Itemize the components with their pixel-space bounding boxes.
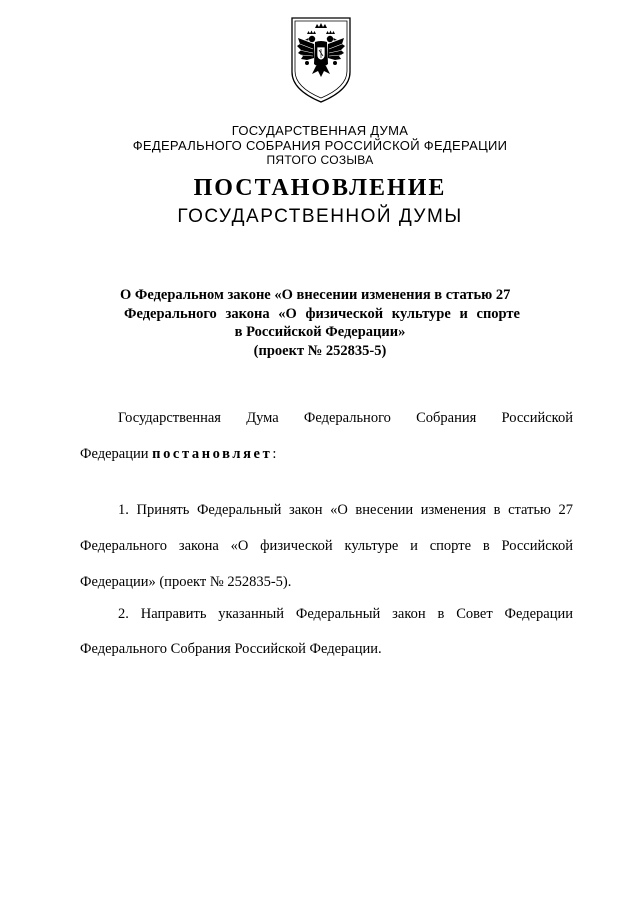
preamble-colon: : (272, 446, 277, 462)
item-1-line-2: Федерального закона «О физической культуре и спорте в Российской (80, 538, 573, 554)
item-2-line-1: 2. Направить указанный Федеральный закон в Совет Федерации (118, 606, 573, 622)
preamble-verb: постановляет (152, 446, 273, 462)
subject-line-2: Федерального закона «О физической культуре и спорте (124, 306, 520, 322)
document-subtitle: ГОСУДАРСТВЕННОЙ ДУМЫ (177, 206, 463, 227)
preamble-line-1: Государственная Дума Федерального Собрания Российской (118, 410, 573, 426)
item-1-line-1: 1. Принять Федеральный закон «О внесении изменения в статью 27 (118, 502, 573, 518)
state-emblem (288, 14, 354, 106)
subject-project-number: (проект № 252835-5) (253, 343, 387, 359)
item-2-line-2: Федерального Собрания Российской Федерации. (80, 641, 382, 657)
header-line-assembly: ФЕДЕРАЛЬНОГО СОБРАНИЯ РОССИЙСКОЙ ФЕДЕРАЦИИ (132, 138, 508, 153)
coat-of-arms-icon (288, 14, 354, 106)
subject-line-1: О Федеральном законе «О внесении изменения в статью 27 (120, 287, 511, 303)
item-1-line-3: Федерации» (проект № 252835-5). (80, 574, 292, 590)
subject-line-3: в Российской Федерации» (234, 324, 406, 340)
header-line-duma: ГОСУДАРСТВЕННАЯ ДУМА (231, 123, 409, 138)
document-title: ПОСТАНОВЛЕНИЕ (193, 175, 447, 201)
preamble-federation: Федерации (80, 446, 153, 462)
preamble-line-2 (80, 446, 276, 463)
header-line-convocation: ПЯТОГО СОЗЫВА (266, 153, 374, 167)
